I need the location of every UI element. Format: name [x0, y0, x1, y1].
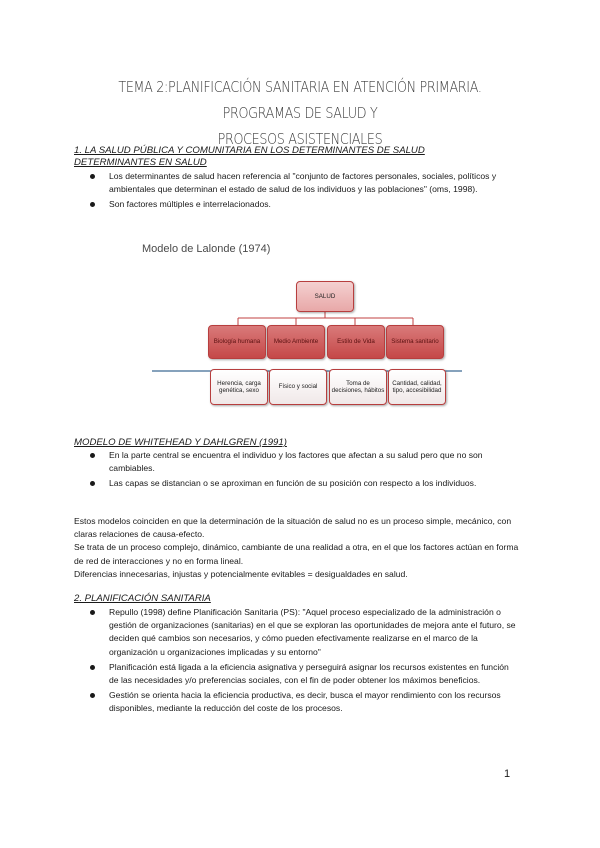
diagram-node-fisico-social: Físico y social [269, 369, 327, 405]
diagram-node-biologia: Biología humana [208, 325, 266, 359]
paragraph: Se trata de un proceso complejo, dinámico, cambiante de una realidad a otra, en el que los factores actúan en forma de red de interacciones y no en forma lineal. [74, 542, 519, 566]
whitehead-bullet-list [90, 449, 520, 493]
list-item: Los determinantes de salud hacen referencia al "conjunto de factores personales, sociales, políticos y ambientales que determinan el estado de salud de los individuos y las poblaciones" (oms, 1998). [90, 170, 520, 196]
page-number: 1 [504, 768, 511, 780]
section-heading-whitehead: MODELO DE WHITEHEAD Y DAHLGREN (1991) [74, 437, 287, 448]
conclusion-paragraphs [74, 515, 524, 581]
paragraph: Diferencias innecesarias, injustas y potencialmente evitables = desigualdades en salud. [74, 568, 408, 579]
list-item: Planificación está ligada a la eficiencia asignativa y perseguirá asignar los recursos existentes en función de las necesidades y/o preferencias sociales, con el fin de poder obtener los máximos beneficios. [90, 661, 520, 687]
diagram-node-salud: SALUD [296, 281, 354, 312]
section-heading-determinantes: 1. LA SALUD PÚBLICA Y COMUNITARIA EN LOS DETERMINANTES DE SALUD DETERMINANTES EN SALUD [74, 145, 425, 168]
diagram-node-estilo-vida: Estilo de Vida [327, 325, 385, 359]
list-item: Gestión se orienta hacia la eficiencia productiva, es decir, busca el mayor rendimiento con los recursos disponibles, mediante la reducción del coste de los procesos. [90, 689, 520, 715]
section-heading-planificacion: 2. PLANIFICACIÓN SANITARIA [74, 593, 211, 604]
paragraph: Estos modelos coinciden en que la determinación de la situación de salud no es un proceso simple, mecánico, con claras relaciones de causa-efecto. [74, 516, 512, 540]
diagram-node-cantidad-calidad: Cantidad, calidad, tipo, accesibilidad [388, 369, 446, 405]
list-item: Las capas se distancian o se aproximan en función de su posición con respecto a los individuos. [90, 477, 520, 490]
document-title: TEMA 2:PLANIFICACIÓN SANITARIA EN ATENCIÓN PRIMARIA. PROGRAMAS DE SALUD Y PROCESOS ASISTENCIALES [118, 78, 482, 148]
diagram-title: Modelo de Lalonde (1974) [142, 243, 271, 255]
list-item: Repullo (1998) define Planificación Sanitaria (PS): "Aquel proceso especializado de la administración o gestión de organizaciones (sanitarias) en el que se exploran las oportunidades de mejora ante el futuro, se deciden qué cambios son necesarios, y cómo pueden efectivamente realizarse en el marco de la organización u organizaciones implicadas y su entorno" [90, 606, 520, 659]
diagram-node-toma-decisiones: Toma de decisiones, hábitos [329, 369, 387, 405]
list-item: Son factores múltiples e interrelacionados. [90, 198, 520, 211]
list-item: En la parte central se encuentra el individuo y los factores que afectan a su salud pero que no son cambiables. [90, 449, 520, 475]
diagram-node-herencia: Herencia, carga genética, sexo [210, 369, 268, 405]
planificacion-bullet-list [90, 606, 520, 718]
diagram-node-sistema-sanitario: Sistema sanitario [386, 325, 444, 359]
diagram-node-medio-ambiente: Medio Ambiente [267, 325, 325, 359]
